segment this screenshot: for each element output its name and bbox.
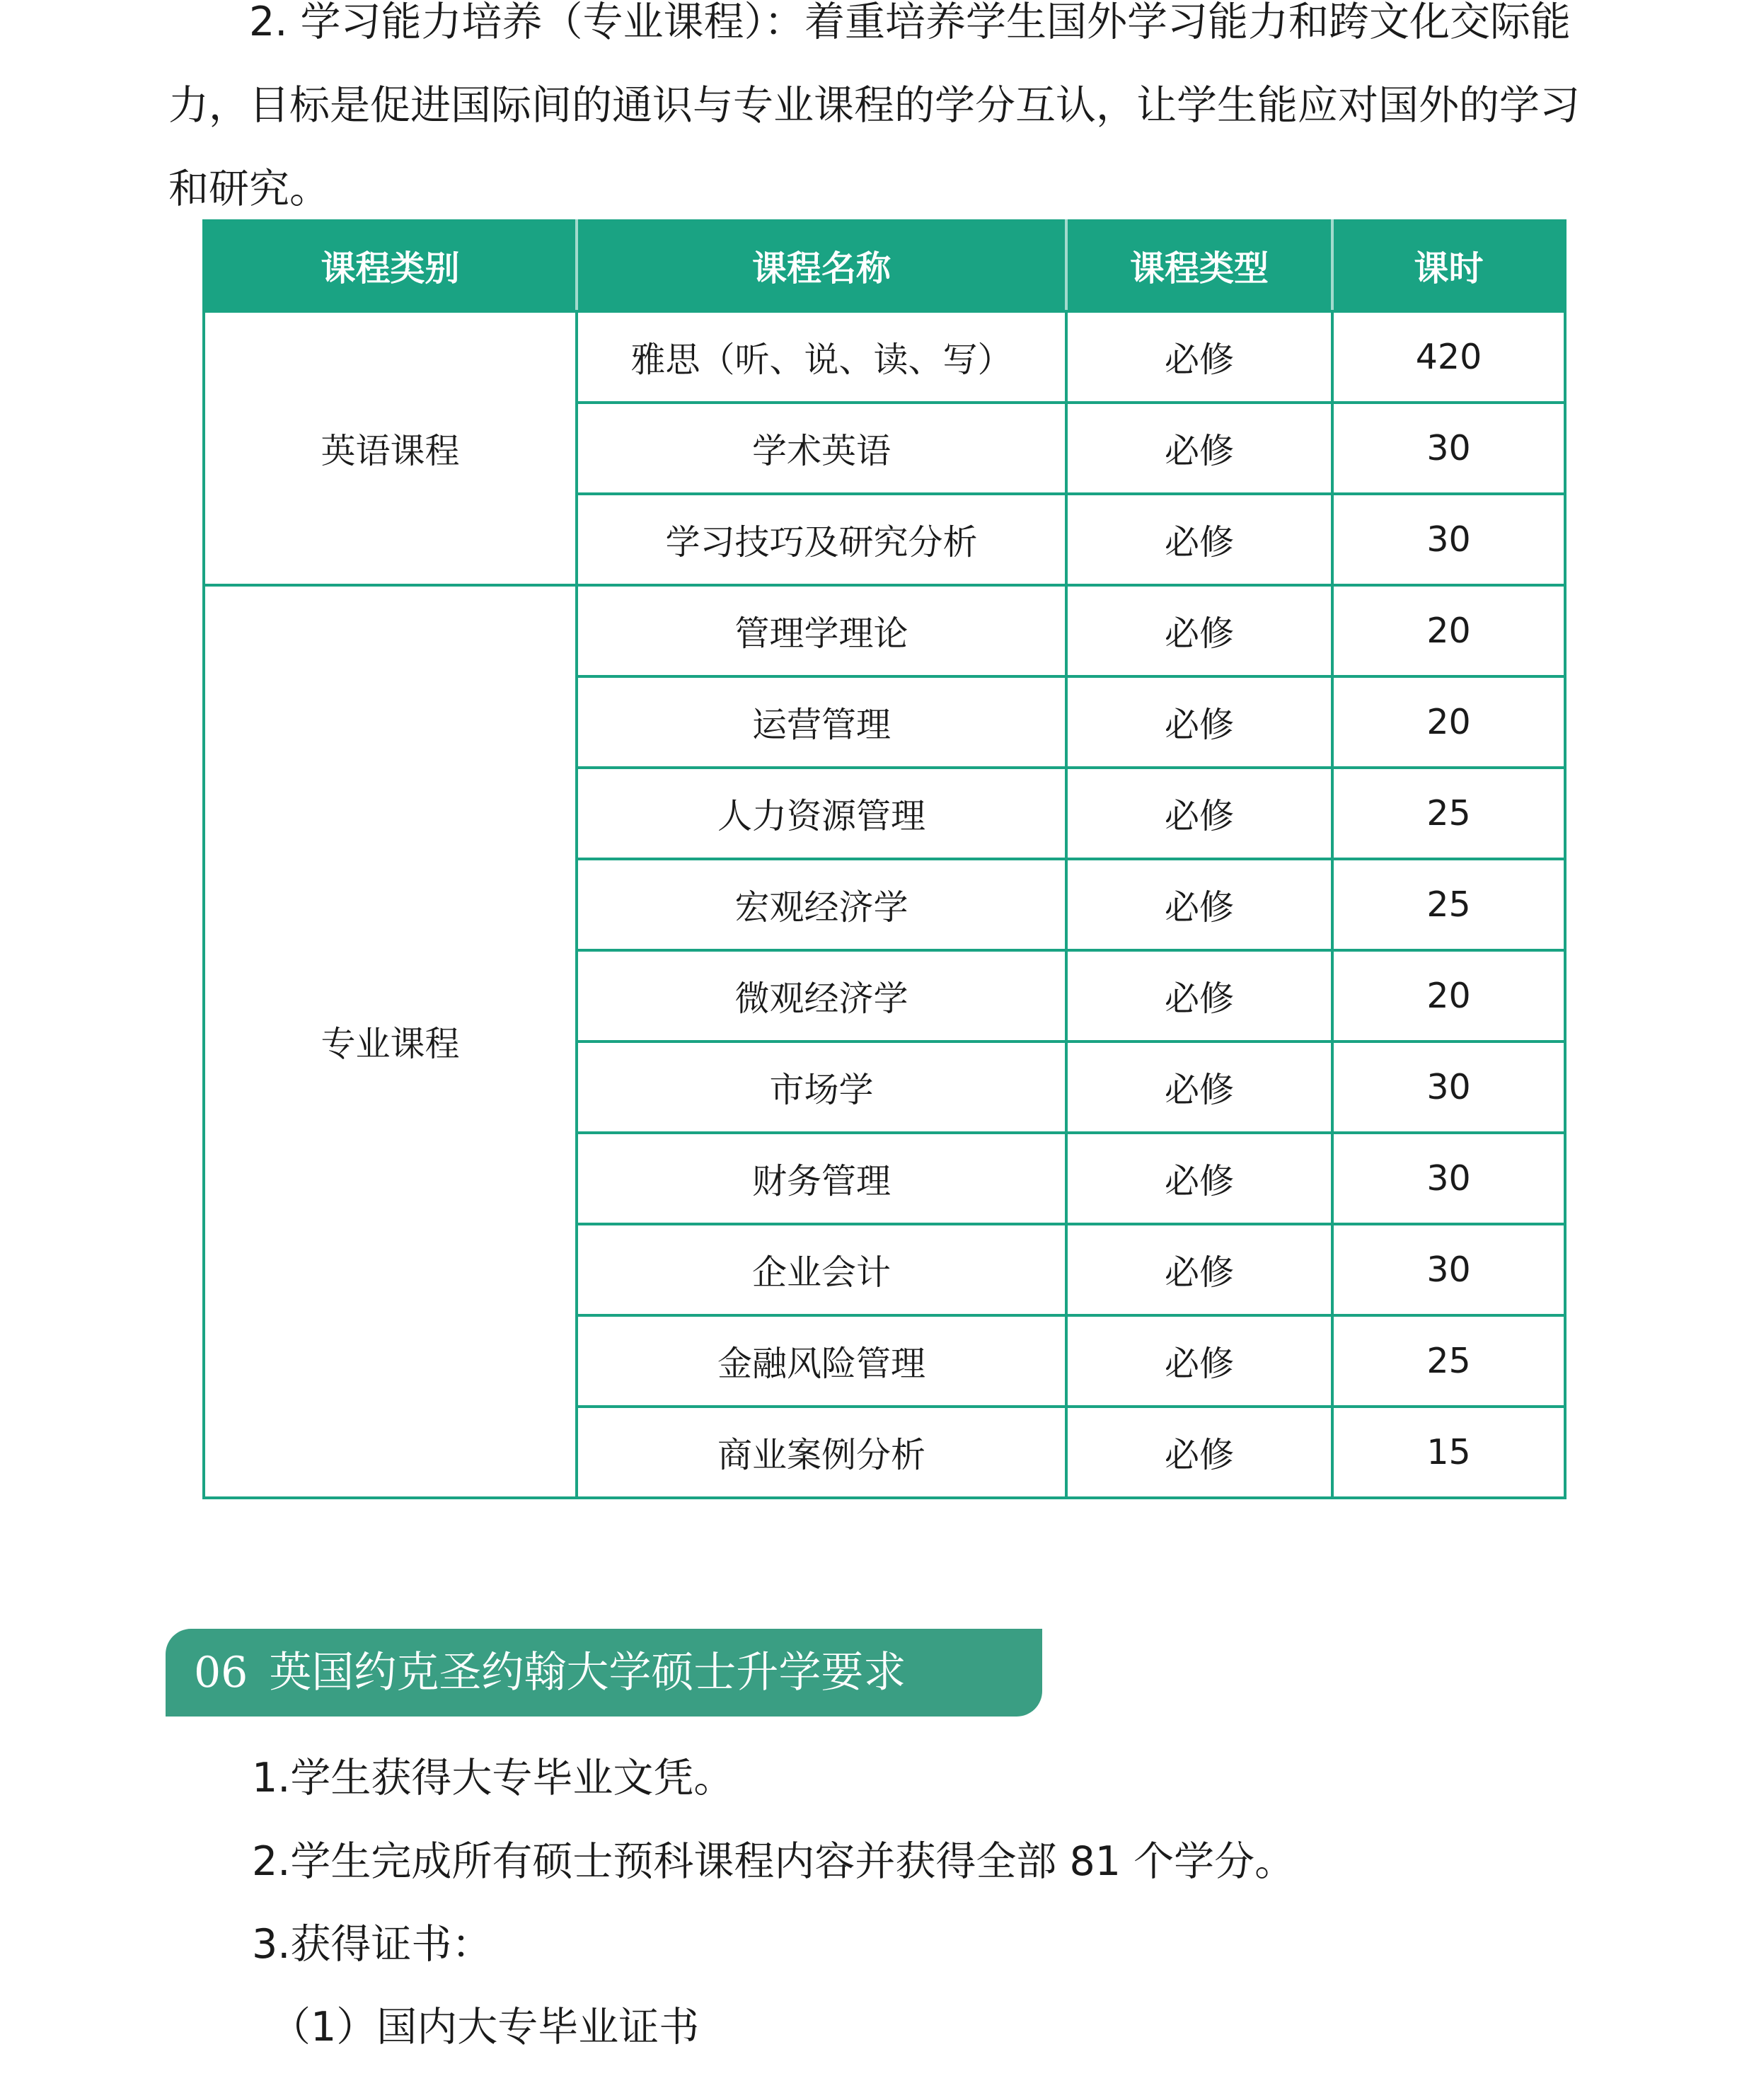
course-name-cell: 商业案例分析	[577, 1407, 1066, 1498]
course-name-cell: 财务管理	[577, 1133, 1066, 1224]
course-name-cell: 人力资源管理	[577, 768, 1066, 859]
hours-cell: 30	[1332, 403, 1565, 494]
section-heading-banner	[166, 1629, 1042, 1717]
header-hours: 课时	[1332, 221, 1565, 311]
course-type-cell: 必修	[1066, 403, 1332, 494]
hours-cell: 30	[1332, 494, 1565, 585]
course-type-cell: 必修	[1066, 1315, 1332, 1407]
course-type-cell: 必修	[1066, 859, 1332, 950]
table-row	[204, 311, 1565, 403]
header-category: 课程类别	[204, 221, 577, 311]
course-type-cell: 必修	[1066, 1407, 1332, 1498]
course-name-cell: 微观经济学	[577, 950, 1066, 1042]
course-type-cell: 必修	[1066, 311, 1332, 403]
intro-paragraph: 2. 学习能力培养（专业课程）：着重培养学生国外学习能力和跨文化交际能力，目标是促进国际间的通识与专业课程的学分互认，让学生能应对国外的学习和研究。	[168, 0, 1580, 212]
hours-cell: 20	[1332, 676, 1565, 768]
hours-cell: 20	[1332, 585, 1565, 676]
course-type-cell: 必修	[1066, 676, 1332, 768]
hours-cell: 20	[1332, 950, 1565, 1042]
course-name-cell: 学术英语	[577, 403, 1066, 494]
hours-cell: 30	[1332, 1133, 1565, 1224]
category-cell: 英语课程	[204, 311, 577, 585]
course-name-cell: 运营管理	[577, 676, 1066, 768]
requirement-item: 1.学生获得大专毕业文凭。	[252, 1755, 734, 1801]
requirement-item: （1）国内大专毕业证书	[270, 2004, 700, 2050]
category-cell: 专业课程	[204, 585, 577, 1498]
requirement-item: 3.获得证书：	[252, 1921, 492, 1968]
table-header-row	[204, 221, 1565, 311]
hours-cell: 30	[1332, 1042, 1565, 1133]
table-row	[204, 585, 1565, 676]
curriculum-table	[202, 219, 1567, 1499]
section-number: 06	[194, 1648, 248, 1697]
requirement-item: 2.学生完成所有硕士预科课程内容并获得全部 81 个学分。	[252, 1838, 1296, 1885]
section-title: 英国约克圣约翰大学硕士升学要求	[269, 1648, 906, 1697]
course-name-cell: 企业会计	[577, 1224, 1066, 1315]
course-name-cell: 雅思（听、说、读、写）	[577, 311, 1066, 403]
course-name-cell: 学习技巧及研究分析	[577, 494, 1066, 585]
course-type-cell: 必修	[1066, 585, 1332, 676]
hours-cell: 25	[1332, 859, 1565, 950]
hours-cell: 15	[1332, 1407, 1565, 1498]
course-type-cell: 必修	[1066, 1042, 1332, 1133]
course-type-cell: 必修	[1066, 1133, 1332, 1224]
course-name-cell: 金融风险管理	[577, 1315, 1066, 1407]
course-name-cell: 宏观经济学	[577, 859, 1066, 950]
hours-cell: 25	[1332, 1315, 1565, 1407]
header-course-type: 课程类型	[1066, 221, 1332, 311]
course-type-cell: 必修	[1066, 950, 1332, 1042]
course-type-cell: 必修	[1066, 768, 1332, 859]
course-type-cell: 必修	[1066, 494, 1332, 585]
course-name-cell: 市场学	[577, 1042, 1066, 1133]
hours-cell: 25	[1332, 768, 1565, 859]
course-type-cell: 必修	[1066, 1224, 1332, 1315]
header-course-name: 课程名称	[577, 221, 1066, 311]
hours-cell: 420	[1332, 311, 1565, 403]
course-name-cell: 管理学理论	[577, 585, 1066, 676]
hours-cell: 30	[1332, 1224, 1565, 1315]
